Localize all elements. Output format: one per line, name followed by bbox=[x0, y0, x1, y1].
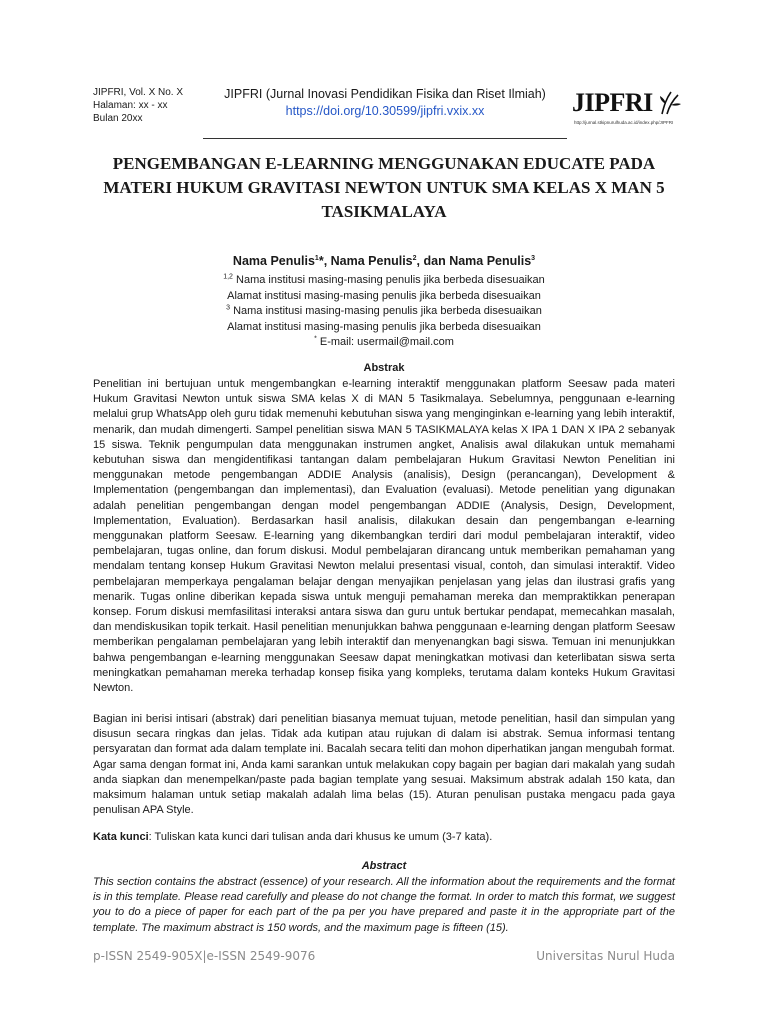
author-1: Nama Penulis bbox=[232, 254, 315, 268]
journal-date: Bulan 20xx bbox=[93, 113, 143, 124]
journal-header bbox=[205, 86, 565, 120]
keywords bbox=[93, 830, 675, 845]
paper-title: PENGEMBANGAN E-LEARNING MENGGUNAKAN EDUCATE PADA MATERI HUKUM GRAVITASI NEWTON UNTUK SMA KELAS X MAN 5 TASIKMALAYA bbox=[103, 154, 665, 221]
corresponding-email-line bbox=[120, 335, 648, 351]
leaf-icon bbox=[656, 90, 682, 116]
corresponding-email: E-mail: usermail@mail.com bbox=[316, 336, 454, 348]
author-2: Nama Penulis bbox=[330, 254, 413, 268]
affiliation-text: Nama institusi masing-masing penulis jika berbeda disesuaikan bbox=[230, 305, 542, 317]
journal-name: JIPFRI (Jurnal Inovasi Pendidikan Fisika dan Riset Ilmiah) bbox=[224, 87, 546, 101]
affiliation-address: Alamat institusi masing-masing penulis jika berbeda disesuaikan bbox=[227, 289, 541, 302]
affiliation-sup: 1,2 bbox=[223, 273, 233, 281]
journal-pages: Halaman: xx - xx bbox=[93, 100, 168, 111]
keywords-label: Kata kunci bbox=[93, 831, 149, 843]
author-list bbox=[120, 254, 648, 268]
doi-link[interactable]: https://doi.org/10.30599/jipfri.vxix.xx bbox=[285, 104, 485, 118]
affiliations bbox=[120, 273, 648, 351]
journal-info bbox=[93, 86, 183, 125]
journal-logo bbox=[572, 88, 682, 132]
journal-volume: JIPFRI, Vol. X No. X bbox=[93, 87, 184, 98]
author-3: Nama Penulis bbox=[449, 254, 532, 268]
footer-issn: p-ISSN 2549-905X|e-ISSN 2549-9076 bbox=[93, 949, 316, 963]
affiliation-line bbox=[120, 273, 648, 289]
abstract-paragraph: This section contains the abstract (essence) of your research. All the information about the requirements and the format is in this template. Please read carefully and please do not change the format. In order to match this format, we suggest you to do a piece of paper for each part of the pa per you have prepared and paste it in the appropriate part of the template. The maximum abstract is 150 words, and the maximum page is fifteen (15). bbox=[93, 876, 675, 934]
abstrak-paragraph-1: Penelitian ini bertujuan untuk mengembangkan e-learning interaktif menggunakan platform Seesaw pada materi Hukum Gravitasi Newton untuk siswa SMA kelas X di MAN 5 Tasikmalaya. Sebelumnya, penggunaan e-learning melalui grup WhatsApp oleh guru tidak memenuhi kebutuhan siswa yang menginginkan e-learning yang lebih interaktif, menarik, dan mudah dimengerti. Sampel penelitian siswa MAN 5 TASIKMALAYA kelas X IPA 1 DAN X IPA 2 sebanyak 15 siswa. Teknik pengumpulan data menggunakan instrumen angket, Analisis awal dilakukan untuk memahami kebutuhan siswa dan mengidentifikasi tantangan dalam pembelajaran Hukum Gravitasi Newton Penelitian ini menggunakan metode pengembangan ADDIE Analysis (analisis), Design (perancangan), Development & Implementation (pengembangan dan implementasi), dan Evaluation (evaluasi). Metode penelitian yang digunakan adalah penelitian pengembangan dengan model pengembangan ADDIE (Analysis, Design, Development, Implementation, Evaluation). Berdasarkan hasil analisis, dilakukan desain dan pengembangan e-learning menggunakan platform Seesaw. E-learning yang dikembangkan terdiri dari modul pembelajaran interaktif, video pembelajaran, tugas online, dan forum diskusi. Modul pembelajaran dirancang untuk memberikan pemahaman yang mendalam tentang konsep Hukum Gravitasi Newton melalui presentasi visual, contoh, dan simulasi interaktif. Video pembelajaran memperkaya pengalaman belajar dengan menyajikan penjelasan yang jelas dan ilustrasi grafis yang menarik. Tugas online diberikan kepada siswa untuk menguji pemahaman mereka dan mempraktikkan penerapan konsep. Forum diskusi memfasilitasi interaksi antara siswa dan guru untuk bertukar pendapat, memecahkan masalah, dan mendiskusikan topik terkait. Hasil penelitian menunjukkan bahwa penggunaan e-learning dengan platform Seesaw memberikan pengalaman pembelajaran yang lebih interaktif dan menyenangkan bagi siswa. Temuan ini menunjukkan bahwa pengembangan e-learning menggunakan Seesaw dapat meningkatkan motivasi dan keterlibatan siswa serta meningkatkan pemahaman mereka terhadap konsep fisika yang kompleks, terutama dalam konteks Hukum Gravitasi Newton. bbox=[93, 378, 675, 695]
author-separator: , bbox=[323, 254, 331, 268]
affiliation-address: Alamat institusi masing-masing penulis jika berbeda disesuaikan bbox=[227, 320, 541, 333]
author-separator: , dan bbox=[416, 254, 450, 268]
author-3-affil-sup: 3 bbox=[531, 254, 536, 262]
corresponding-mark: * bbox=[318, 254, 324, 268]
logo-url[interactable]: http://jurnal.stkipnurulhuda.ac.id/index.php/JIPFRI bbox=[574, 120, 674, 125]
abstrak-paragraph-2: Bagian ini berisi intisari (abstrak) dari penelitian biasanya memuat tujuan, metode penelitian, hasil dan simpulan yang disusun secara ringkas dan jelas. Tidak ada kutipan atau rujukan di dalam isi abstrak. Semua informasi tentang persyaratan dan format ada dalam template ini. Bacalah secara teliti dan mohon diperhatikan jangan mengubah format. Agar sama dengan format ini, Anda kami sarankan untuk melakukan copy bagain per bagian dari makalah yang sudah anda siapkan dan menempelkan/paste pada bagian template yang sesuai. Maksimum abstrak adalah 150 kata, dan maksimum halaman untuk setiap makalah adalah lima belas (15). Aturan penulisan pustaka mengacu pada gaya penulisan APA Style. bbox=[93, 713, 675, 817]
footer-institution: Universitas Nurul Huda bbox=[536, 949, 675, 963]
header-divider bbox=[203, 138, 567, 139]
affiliation-sup: 3 bbox=[226, 304, 231, 312]
abstrak-heading: Abstrak bbox=[363, 362, 405, 374]
author-2-affil-sup: 2 bbox=[412, 254, 417, 262]
affiliation-line bbox=[120, 304, 648, 320]
affiliation-sup: * bbox=[314, 335, 317, 343]
abstract-heading: Abstract bbox=[361, 860, 407, 872]
author-1-affil-sup: 1 bbox=[314, 254, 319, 262]
logo-wordmark: JIPFRI bbox=[572, 88, 653, 117]
affiliation-text: Nama institusi masing-masing penulis jika berbeda disesuaikan bbox=[232, 274, 545, 286]
keywords-text: : Tuliskan kata kunci dari tulisan anda dari khusus ke umum (3-7 kata). bbox=[148, 831, 493, 843]
